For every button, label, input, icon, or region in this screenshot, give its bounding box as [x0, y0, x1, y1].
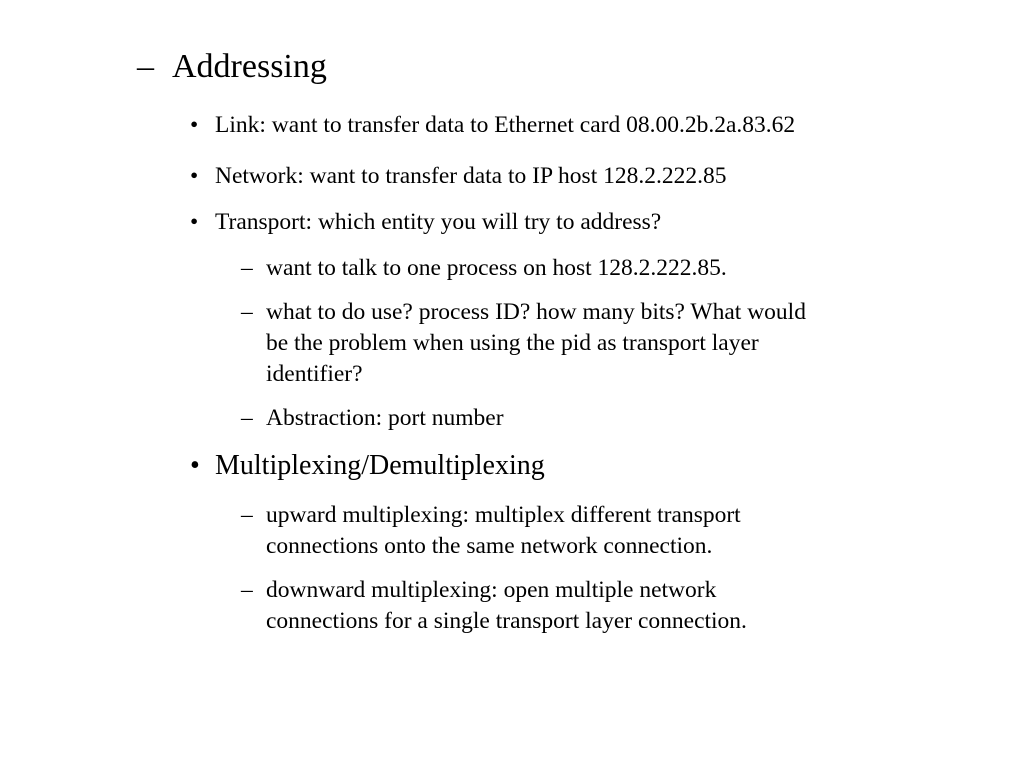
bullet-marker: • — [190, 163, 199, 189]
heading-dash-marker: – — [137, 48, 154, 85]
sub-dash-marker: – — [241, 577, 253, 603]
sub-item-process-id-line-3: identifier? — [266, 361, 363, 387]
sub-item-downward-line-1: downward multiplexing: open multiple network — [266, 577, 717, 603]
sub-dash-marker: – — [241, 405, 253, 431]
bullet-marker: • — [190, 209, 199, 235]
sub-dash-marker: – — [241, 255, 253, 281]
bullet-marker: • — [190, 450, 200, 481]
sub-item-upward-line-2: connections onto the same network connection. — [266, 533, 713, 559]
sub-item-process-id-line-1: what to do use? process ID? how many bits? What would — [266, 299, 806, 325]
sub-item-process-id-line-2: be the problem when using the pid as transport layer — [266, 330, 759, 356]
sub-dash-marker: – — [241, 502, 253, 528]
sub-item-downward-line-2: connections for a single transport layer connection. — [266, 608, 747, 634]
sub-item-talk-to-process: want to talk to one process on host 128.2.222.85. — [266, 255, 727, 281]
heading-addressing: Addressing — [172, 48, 327, 85]
bullet-transport: Transport: which entity you will try to address? — [215, 209, 662, 235]
bullet-network: Network: want to transfer data to IP host 128.2.222.85 — [215, 163, 727, 189]
bullet-multiplexing: Multiplexing/Demultiplexing — [215, 450, 545, 481]
sub-item-upward-line-1: upward multiplexing: multiplex different transport — [266, 502, 741, 528]
bullet-marker: • — [190, 112, 199, 138]
bullet-link: Link: want to transfer data to Ethernet card 08.00.2b.2a.83.62 — [215, 112, 796, 138]
sub-dash-marker: – — [241, 299, 253, 325]
sub-item-abstraction: Abstraction: port number — [266, 405, 504, 431]
